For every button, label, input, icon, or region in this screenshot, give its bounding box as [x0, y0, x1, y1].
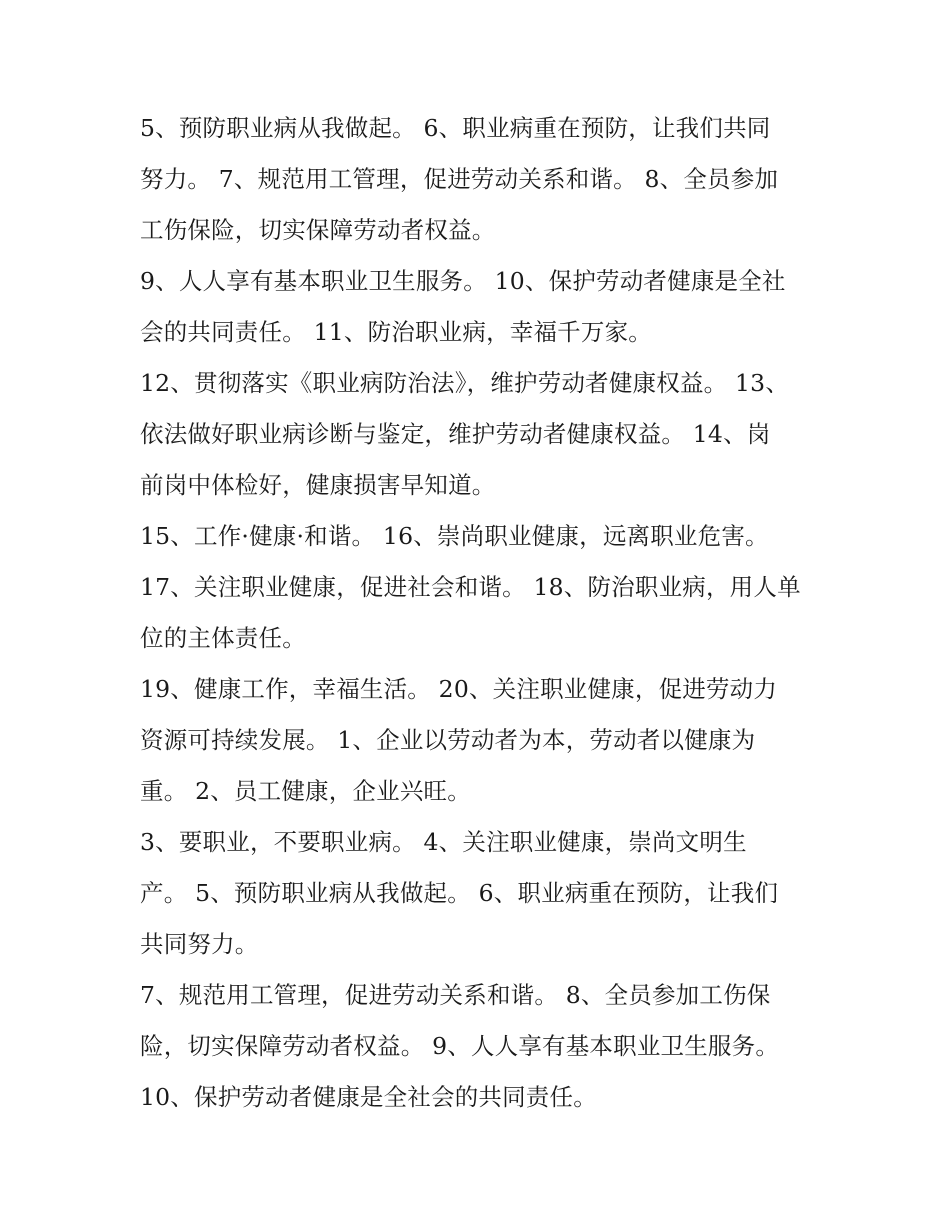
text-line: 位的主体责任。 [140, 624, 306, 652]
text-line: 5、预防职业病从我做起。 6、职业病重在预防，让我们共同 [140, 114, 771, 142]
text-line: 9、人人享有基本职业卫生服务。 10、保护劳动者健康是全社 [140, 267, 786, 295]
text-line: 7、规范用工管理，促进劳动关系和谐。 8、全员参加工伤保 [140, 981, 771, 1009]
text-line: 前岗中体检好，健康损害早知道。 [140, 471, 496, 499]
text-line: 工伤保险，切实保障劳动者权益。 [140, 216, 496, 244]
text-line: 依法做好职业病诊断与鉴定，维护劳动者健康权益。 14、岗 [140, 420, 771, 448]
text-line: 努力。 7、规范用工管理，促进劳动关系和谐。 8、全员参加 [140, 165, 779, 193]
text-line: 资源可持续发展。 1、企业以劳动者为本，劳动者以健康为 [140, 726, 756, 754]
text-line: 19、健康工作，幸福生活。 20、关注职业健康，促进劳动力 [140, 675, 778, 703]
text-line: 15、工作·健康·和谐。 16、崇尚职业健康，远离职业危害。 [140, 522, 769, 550]
text-line: 10、保护劳动者健康是全社会的共同责任。 [140, 1083, 597, 1111]
text-line: 3、要职业，不要职业病。 4、关注职业健康，崇尚文明生 [140, 828, 747, 856]
text-line: 会的共同责任。 11、防治职业病，幸福千万家。 [140, 318, 652, 346]
text-line: 险，切实保障劳动者权益。 9、人人享有基本职业卫生服务。 [140, 1032, 780, 1060]
text-line: 产。 5、预防职业病从我做起。 6、职业病重在预防，让我们 [140, 879, 779, 907]
text-line: 重。 2、员工健康，企业兴旺。 [140, 777, 471, 805]
text-line: 12、贯彻落实《职业病防治法》，维护劳动者健康权益。 13、 [140, 369, 790, 397]
text-line: 17、关注职业健康，促进社会和谐。 18、防治职业病，用人单 [140, 573, 801, 601]
text-line: 共同努力。 [140, 930, 259, 958]
